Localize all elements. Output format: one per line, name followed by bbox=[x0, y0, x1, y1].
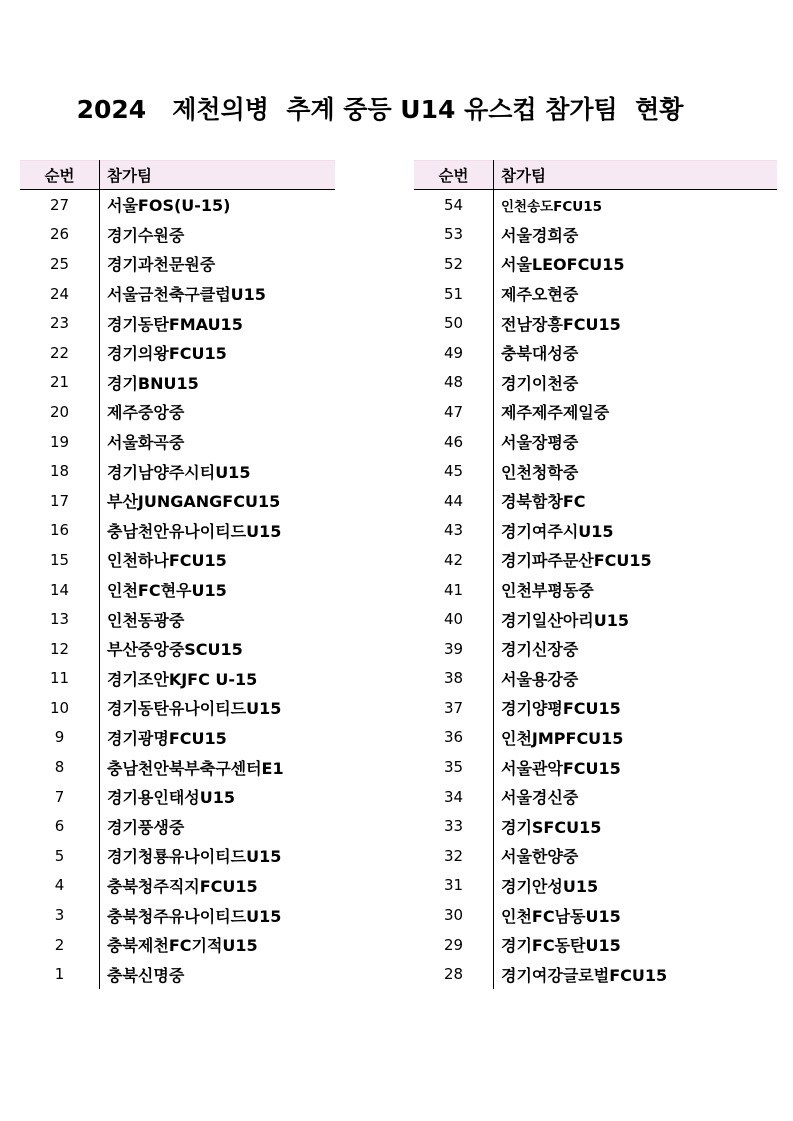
team-number: 21 bbox=[20, 368, 100, 398]
team-name: 경기일산아리U15 bbox=[501, 610, 629, 630]
team-name: 경기남양주시티U15 bbox=[107, 462, 251, 482]
table-row bbox=[414, 486, 777, 516]
team-name: 충북제천FC기적U15 bbox=[107, 936, 258, 956]
table-row bbox=[20, 664, 335, 694]
team-number: 53 bbox=[414, 220, 494, 250]
team-number: 52 bbox=[414, 249, 494, 279]
table-row bbox=[414, 871, 777, 901]
team-name: 서울FOS(U-15) bbox=[107, 196, 231, 216]
table-row bbox=[20, 190, 335, 220]
team-name: 서울화곡중 bbox=[107, 433, 185, 453]
team-number: 27 bbox=[20, 190, 100, 220]
table-row bbox=[20, 397, 335, 427]
team-name: 충북청주직지FCU15 bbox=[107, 876, 258, 896]
team-name: 경기광명FCU15 bbox=[107, 728, 227, 748]
table-row bbox=[20, 456, 335, 486]
team-name: 경기동탄유나이티드U15 bbox=[107, 699, 282, 719]
team-name: 충남천안유나이티드U15 bbox=[107, 521, 282, 541]
team-name: 인천청학중 bbox=[501, 462, 579, 482]
team-number: 36 bbox=[414, 723, 494, 753]
table-row bbox=[414, 308, 777, 338]
table-row bbox=[20, 959, 335, 989]
team-name: 서울한양중 bbox=[501, 847, 579, 867]
table-row bbox=[20, 427, 335, 457]
team-name: 인천송도FCU15 bbox=[501, 198, 603, 215]
table-row bbox=[20, 220, 335, 250]
team-name: 경기신장중 bbox=[501, 640, 579, 660]
team-name: 충북청주유나이티드U15 bbox=[107, 906, 282, 926]
table-row bbox=[20, 634, 335, 664]
team-number: 20 bbox=[20, 397, 100, 427]
column-header-number: 순번 bbox=[20, 161, 100, 190]
team-number: 35 bbox=[414, 752, 494, 782]
team-number: 42 bbox=[414, 545, 494, 575]
team-name: 경기풍생중 bbox=[107, 817, 185, 837]
team-number: 16 bbox=[20, 516, 100, 546]
team-number: 2 bbox=[20, 930, 100, 960]
team-number: 50 bbox=[414, 308, 494, 338]
team-number: 23 bbox=[20, 308, 100, 338]
team-number: 31 bbox=[414, 871, 494, 901]
table-row bbox=[20, 871, 335, 901]
team-number: 34 bbox=[414, 782, 494, 812]
table-row bbox=[414, 811, 777, 841]
team-name: 충북신명중 bbox=[107, 965, 185, 985]
team-name: 인천동광중 bbox=[107, 610, 185, 630]
table-row bbox=[414, 575, 777, 605]
team-name: 경기의왕FCU15 bbox=[107, 344, 227, 364]
table-header-row bbox=[414, 161, 777, 190]
team-number: 29 bbox=[414, 930, 494, 960]
column-header-team: 참가팀 bbox=[494, 161, 778, 190]
team-name: 부산중앙중SCU15 bbox=[107, 640, 243, 660]
team-number: 11 bbox=[20, 664, 100, 694]
team-name: 충남천안북부축구센터E1 bbox=[107, 758, 284, 778]
participants-table-right bbox=[414, 160, 777, 989]
team-number: 46 bbox=[414, 427, 494, 457]
table-row bbox=[414, 456, 777, 486]
team-name: 인천JMPFCU15 bbox=[501, 728, 624, 748]
table-row bbox=[414, 545, 777, 575]
table-row bbox=[414, 190, 777, 220]
team-name: 충북대성중 bbox=[501, 344, 579, 364]
team-number: 54 bbox=[414, 190, 494, 220]
team-number: 18 bbox=[20, 456, 100, 486]
team-number: 43 bbox=[414, 516, 494, 546]
team-number: 33 bbox=[414, 811, 494, 841]
table-row bbox=[20, 604, 335, 634]
team-name: 경기여주시U15 bbox=[501, 521, 614, 541]
team-name: 경기양평FCU15 bbox=[501, 699, 621, 719]
table-row bbox=[20, 782, 335, 812]
column-header-number: 순번 bbox=[414, 161, 494, 190]
team-name: 경기BNU15 bbox=[107, 373, 199, 393]
team-number: 13 bbox=[20, 604, 100, 634]
table-row bbox=[20, 841, 335, 871]
team-number: 6 bbox=[20, 811, 100, 841]
team-number: 48 bbox=[414, 368, 494, 398]
table-row bbox=[414, 279, 777, 309]
team-number: 45 bbox=[414, 456, 494, 486]
team-name: 경기조안KJFC U-15 bbox=[107, 669, 258, 689]
team-name: 서울경희중 bbox=[501, 225, 579, 245]
participants-table-right-body bbox=[414, 190, 777, 990]
team-name: 경기파주문산FCU15 bbox=[501, 551, 652, 571]
table-row bbox=[414, 693, 777, 723]
team-number: 5 bbox=[20, 841, 100, 871]
team-number: 19 bbox=[20, 427, 100, 457]
team-name: 경기수원중 bbox=[107, 225, 185, 245]
team-name: 경기안성U15 bbox=[501, 876, 599, 896]
table-row bbox=[414, 220, 777, 250]
team-name: 경기FC동탄U15 bbox=[501, 936, 621, 956]
table-row bbox=[20, 752, 335, 782]
team-number: 41 bbox=[414, 575, 494, 605]
table-row bbox=[20, 249, 335, 279]
table-row bbox=[414, 634, 777, 664]
table-row bbox=[414, 752, 777, 782]
table-row bbox=[414, 516, 777, 546]
table-header-row bbox=[20, 161, 335, 190]
team-number: 17 bbox=[20, 486, 100, 516]
team-name: 제주오현중 bbox=[501, 285, 579, 305]
table-row bbox=[414, 397, 777, 427]
table-row bbox=[20, 900, 335, 930]
team-number: 8 bbox=[20, 752, 100, 782]
table-row bbox=[20, 723, 335, 753]
team-number: 44 bbox=[414, 486, 494, 516]
team-name: 인천FC현우U15 bbox=[107, 581, 227, 601]
table-row bbox=[20, 516, 335, 546]
table-row bbox=[20, 693, 335, 723]
team-name: 전남장흥FCU15 bbox=[501, 314, 621, 334]
team-number: 12 bbox=[20, 634, 100, 664]
team-number: 28 bbox=[414, 959, 494, 989]
team-name: 제주중앙중 bbox=[107, 403, 185, 423]
team-number: 1 bbox=[20, 959, 100, 989]
table-row bbox=[414, 930, 777, 960]
table-row bbox=[414, 249, 777, 279]
participants-table-left-body bbox=[20, 190, 335, 990]
team-number: 38 bbox=[414, 664, 494, 694]
table-row bbox=[414, 664, 777, 694]
table-row bbox=[414, 604, 777, 634]
table-row bbox=[20, 368, 335, 398]
team-number: 39 bbox=[414, 634, 494, 664]
table-row bbox=[414, 959, 777, 989]
team-name: 경기이천중 bbox=[501, 373, 579, 393]
page-title: 2024 제천의병 추계 중등 U14 유스컵 참가팀 현황 bbox=[76, 95, 684, 124]
team-number: 49 bbox=[414, 338, 494, 368]
team-name: 부산JUNGANGFCU15 bbox=[107, 492, 281, 512]
team-number: 22 bbox=[20, 338, 100, 368]
table-row bbox=[414, 723, 777, 753]
table-row bbox=[414, 427, 777, 457]
table-row bbox=[20, 486, 335, 516]
team-name: 경기여강글로벌FCU15 bbox=[501, 965, 668, 985]
team-number: 47 bbox=[414, 397, 494, 427]
team-number: 3 bbox=[20, 900, 100, 930]
team-name: 경기SFCU15 bbox=[501, 817, 602, 837]
team-name: 서울용강중 bbox=[501, 669, 579, 689]
team-number: 24 bbox=[20, 279, 100, 309]
team-name: 경기동탄FMAU15 bbox=[107, 314, 243, 334]
team-number: 26 bbox=[20, 220, 100, 250]
team-name: 제주제주제일중 bbox=[501, 403, 610, 423]
team-name: 경기청룡유나이티드U15 bbox=[107, 847, 282, 867]
table-row bbox=[20, 811, 335, 841]
table-row bbox=[20, 575, 335, 605]
column-header-team: 참가팀 bbox=[100, 161, 336, 190]
team-name: 인천부평동중 bbox=[501, 581, 594, 601]
team-number: 30 bbox=[414, 900, 494, 930]
table-row bbox=[414, 900, 777, 930]
team-name: 인천하나FCU15 bbox=[107, 551, 227, 571]
team-number: 7 bbox=[20, 782, 100, 812]
table-row bbox=[414, 368, 777, 398]
team-name: 인천FC남동U15 bbox=[501, 906, 621, 926]
team-name: 서울장평중 bbox=[501, 433, 579, 453]
team-number: 15 bbox=[20, 545, 100, 575]
table-row bbox=[414, 338, 777, 368]
team-name: 경기용인태성U15 bbox=[107, 788, 235, 808]
team-name: 서울LEOFCU15 bbox=[501, 255, 625, 275]
team-number: 40 bbox=[414, 604, 494, 634]
team-number: 10 bbox=[20, 693, 100, 723]
team-number: 14 bbox=[20, 575, 100, 605]
team-name: 서울경신중 bbox=[501, 788, 579, 808]
team-name: 경북함창FC bbox=[501, 492, 586, 512]
table-row bbox=[20, 545, 335, 575]
participants-table-left bbox=[20, 160, 335, 989]
table-row bbox=[414, 841, 777, 871]
table-row bbox=[414, 782, 777, 812]
team-number: 37 bbox=[414, 693, 494, 723]
team-name: 경기과천문원중 bbox=[107, 255, 216, 275]
table-row bbox=[20, 338, 335, 368]
team-number: 9 bbox=[20, 723, 100, 753]
table-row bbox=[20, 930, 335, 960]
team-name: 서울금천축구클럽U15 bbox=[107, 285, 266, 305]
team-name: 서울관악FCU15 bbox=[501, 758, 621, 778]
team-number: 32 bbox=[414, 841, 494, 871]
team-number: 4 bbox=[20, 871, 100, 901]
team-number: 51 bbox=[414, 279, 494, 309]
team-number: 25 bbox=[20, 249, 100, 279]
table-row bbox=[20, 308, 335, 338]
table-row bbox=[20, 279, 335, 309]
